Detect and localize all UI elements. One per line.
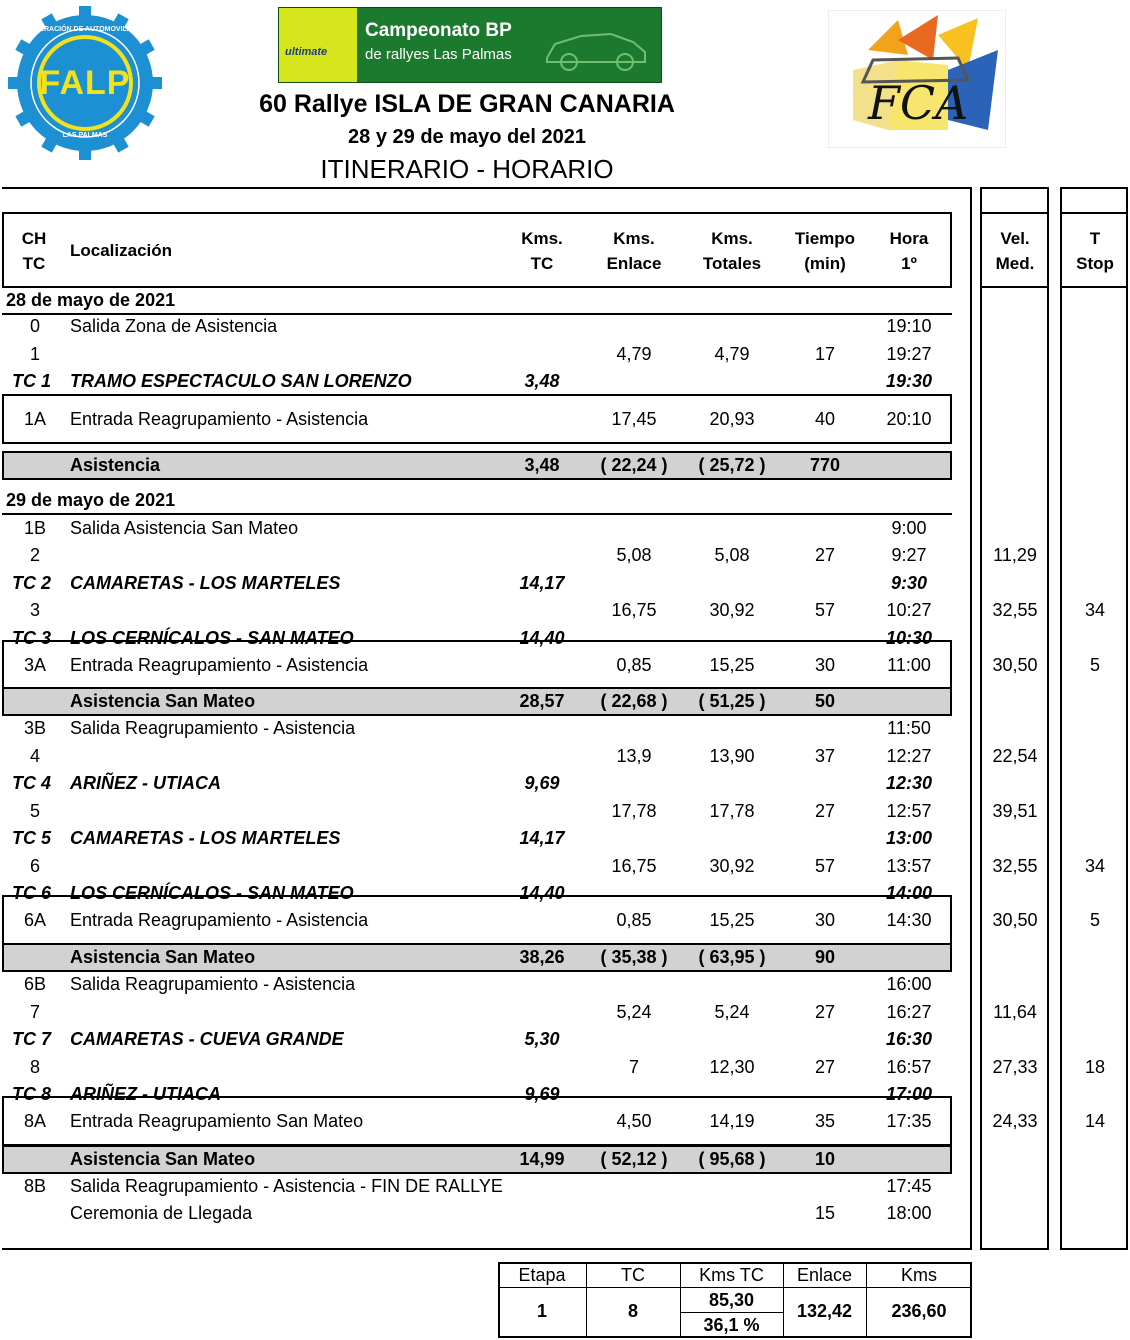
cell-loc: Asistencia [70,455,161,475]
cell-loc: ARIÑEZ - UTIACA [70,773,221,793]
cell-ho: 9:27 [891,545,927,565]
cell-kt: 14,40 [519,883,565,903]
itinerary-subtitle: ITINERARIO - HORARIO [320,154,614,184]
cell-loc: Salida Reagrupamiento - Asistencia [70,974,356,994]
cell-ke: 17,78 [611,801,657,821]
cell-ti: 35 [814,1111,836,1131]
cell-ke: 16,75 [611,600,657,620]
summary-tc: 8 [627,1301,638,1321]
falp-ring-bottom: LAS PALMAS [62,132,108,139]
cell-kto: ( 25,72 ) [698,455,766,475]
cell-loc: CAMARETAS - CUEVA GRANDE [70,1029,344,1049]
cell-ch: 3A [23,655,47,675]
cell-kt: 5,30 [524,1029,560,1049]
col-kms-totales: Kms. Totales [702,229,762,273]
itinerary-row [0,999,1130,1026]
cell-ch: TC 2 [12,573,52,593]
summary-kms-tc-pct: 36,1 % [703,1315,760,1335]
itinerary-row [0,341,1130,368]
bp-banner-line2: de rallyes Las Palmas [365,46,512,63]
cell-ch: 1B [23,518,47,538]
itinerary-row [0,798,1130,825]
date-row [0,287,1130,314]
cell-st: 18 [1084,1057,1106,1077]
col-vel-med: Vel. Med. [995,229,1035,273]
col-tiempo: Tiempo (min) [794,229,856,273]
cell-kt: 38,26 [519,947,565,967]
itinerary-row [0,1054,1130,1081]
top-rule [2,187,972,189]
cell-st: 5 [1089,655,1100,675]
cell-ti: 30 [814,655,836,675]
cell-ho: 19:27 [886,344,932,364]
cell-ke: 13,9 [616,746,652,766]
cell-ti: 770 [809,455,841,475]
summary-header-kms: Kms [901,1265,937,1285]
cell-ch: 29 de mayo de 2021 [6,490,176,510]
cell-ho: 11:50 [887,718,931,738]
cell-st: 34 [1084,856,1106,876]
summary-header-tc: TC [621,1265,645,1285]
cell-ve: 32,55 [992,856,1038,876]
cell-ti: 27 [814,1057,836,1077]
itinerary-row [0,907,1130,934]
stage-row [0,570,1130,597]
cell-ti: 50 [814,691,836,711]
cell-ho: 17:45 [886,1176,932,1196]
itinerary-row [0,597,1130,624]
itinerary-row [0,452,1130,479]
cell-loc: Entrada Reagrupamiento - Asistencia [70,409,369,429]
cell-kto: 15,25 [709,910,755,930]
rally-dates: 28 y 29 de mayo del 2021 [348,126,586,148]
stop-column-rule [1060,212,1128,214]
summary-kms-tc-rule [681,1312,783,1313]
cell-kto: 14,19 [709,1111,755,1131]
itinerary-row [0,542,1130,569]
cell-ho: 10:27 [886,600,932,620]
cell-loc: LOS CERNÍCALOS - SAN MATEO [70,883,354,903]
rally-car-icon [541,18,651,74]
cell-ke: 17,45 [611,409,657,429]
cell-ho: 19:10 [886,316,932,336]
cell-kto: 17,78 [709,801,755,821]
cell-loc: CAMARETAS - LOS MARTELES [70,828,341,848]
itinerary-row [0,652,1130,679]
cell-ti: 40 [814,409,836,429]
falp-ring-top: FEDERACIÓN DE AUTOMOVILISMO [25,26,145,33]
bp-banner-line1: Campeonato BP [365,20,512,41]
cell-ho: 12:27 [886,746,932,766]
cell-loc: Asistencia San Mateo [70,691,256,711]
cell-kto: ( 51,25 ) [698,691,766,711]
summary-header-enlace: Enlace [796,1265,853,1285]
cell-loc: Salida Zona de Asistencia [70,316,278,336]
col-localizacion: Localización [70,241,173,260]
cell-loc: ARIÑEZ - UTIACA [70,1084,221,1104]
cell-ke: 4,50 [616,1111,652,1131]
cell-ch: 28 de mayo de 2021 [6,290,176,310]
summary-header-rule [498,1287,972,1288]
cell-kt: 3,48 [524,371,560,391]
stage-row [0,770,1130,797]
cell-st: 34 [1084,600,1106,620]
cell-loc: Entrada Reagrupamiento San Mateo [70,1111,364,1131]
cell-ch: 8 [29,1057,40,1077]
cell-ho: 16:27 [886,1002,932,1022]
cell-ho: 16:30 [885,1029,933,1049]
col-ch-tc: CH TC [21,229,47,273]
cell-ve: 24,33 [992,1111,1038,1131]
bottom-rule [2,1248,972,1250]
cell-ch: TC 1 [12,371,52,391]
cell-ti: 30 [814,910,836,930]
cell-loc: Asistencia San Mateo [70,1149,256,1169]
itinerary-row [0,1200,1130,1227]
cell-kto: 30,92 [709,600,755,620]
cell-ti: 57 [814,856,836,876]
cell-ke: 0,85 [616,655,652,675]
cell-ke: 5,08 [616,545,652,565]
cell-ti: 27 [814,1002,836,1022]
rally-title: 60 Rallye ISLA DE GRAN CANARIA [259,90,675,118]
cell-ve: 32,55 [992,600,1038,620]
cell-ti: 37 [814,746,836,766]
cell-ho: 13:57 [886,856,932,876]
cell-ch: 6A [23,910,47,930]
cell-ch: 6B [23,974,47,994]
cell-ch: TC 7 [12,1029,52,1049]
cell-ch: 7 [29,1002,40,1022]
cell-kt: 14,99 [519,1149,565,1169]
cell-loc: Asistencia San Mateo [70,947,256,967]
itinerary-row [0,971,1130,998]
cell-ho: 11:00 [887,655,931,675]
cell-kt: 14,17 [519,573,565,593]
bp-banner-badge [279,8,357,82]
fca-logo-text: FCA [868,76,969,130]
cell-ho: 9:30 [890,573,928,593]
stage-row [0,368,1130,395]
stage-row [0,1026,1130,1053]
cell-ke: 5,24 [616,1002,652,1022]
cell-loc: TRAMO ESPECTACULO SAN LORENZO [70,371,412,391]
cell-ve: 11,64 [993,1002,1037,1022]
bp-banner [278,7,662,83]
cell-ti: 57 [814,600,836,620]
cell-ve: 11,29 [993,545,1037,565]
cell-ke: ( 22,24 ) [600,455,668,475]
cell-kto: ( 95,68 ) [698,1149,766,1169]
cell-loc: Salida Reagrupamiento - Asistencia - FIN DE RALLYE [70,1176,503,1196]
cell-ch: 3 [29,600,40,620]
cell-ch: 8A [23,1111,47,1131]
cell-ch: 4 [29,746,40,766]
cell-loc: Ceremonia de Llegada [70,1203,253,1223]
cell-kt: 3,48 [524,455,560,475]
cell-ho: 14:30 [886,910,932,930]
cell-loc: Entrada Reagrupamiento - Asistencia [70,655,369,675]
cell-ho: 14:00 [885,883,933,903]
itinerary-row [0,944,1130,971]
cell-ho: 20:10 [886,409,932,429]
cell-ke: ( 22,68 ) [600,691,668,711]
cell-kto: 15,25 [709,655,755,675]
itinerary-row [0,515,1130,542]
summary-enlace: 132,42 [796,1301,853,1321]
cell-st: 5 [1089,910,1100,930]
cell-kt: 9,69 [524,773,560,793]
cell-ti: 27 [814,801,836,821]
cell-ho: 12:57 [886,801,932,821]
cell-ti: 15 [814,1203,836,1223]
cell-ho: 19:30 [885,371,933,391]
summary-kms-tc: 85,30 [708,1290,755,1310]
cell-kto: 4,79 [714,344,750,364]
cell-ho: 10:30 [885,628,933,648]
cell-ke: 7 [628,1057,639,1077]
cell-ho: 16:00 [886,974,932,994]
cell-ch: 1A [23,409,47,429]
cell-kto: 5,08 [714,545,750,565]
cell-ch: TC 6 [12,883,52,903]
cell-loc: CAMARETAS - LOS MARTELES [70,573,341,593]
date-row [0,487,1130,514]
cell-loc: Salida Reagrupamiento - Asistencia [70,718,356,738]
cell-ve: 27,33 [992,1057,1038,1077]
stage-row [0,825,1130,852]
cell-ho: 16:57 [886,1057,932,1077]
cell-ve: 30,50 [992,655,1038,675]
cell-loc: Salida Asistencia San Mateo [70,518,299,538]
summary-header-etapa: Etapa [518,1265,566,1285]
itinerary-row [0,1108,1130,1135]
cell-ch: 2 [29,545,40,565]
col-hora: Hora 1º [889,229,929,273]
cell-kto: 13,90 [709,746,755,766]
cell-ch: TC 4 [12,773,52,793]
summary-etapa: 1 [536,1301,547,1321]
itinerary-row [0,1173,1130,1200]
cell-ho: 13:00 [885,828,933,848]
cell-st: 14 [1084,1111,1106,1131]
cell-kt: 28,57 [519,691,565,711]
cell-ho: 17:35 [886,1111,932,1131]
cell-ch: 0 [29,316,40,336]
col-kms-tc: Kms. TC [521,229,563,273]
falp-logo-text: FALP [39,64,131,102]
col-kms-enlace: Kms. Enlace [606,229,662,273]
itinerary-row [0,1146,1130,1173]
cell-ch: TC 5 [12,828,52,848]
cell-kto: ( 63,95 ) [698,947,766,967]
cell-loc: LOS CERNÍCALOS - SAN MATEO [70,628,354,648]
cell-kto: 5,24 [714,1002,750,1022]
cell-ve: 39,51 [992,801,1038,821]
cell-ve: 22,54 [992,746,1038,766]
itinerary-row [0,688,1130,715]
cell-ke: 0,85 [616,910,652,930]
cell-kt: 9,69 [524,1084,560,1104]
itinerary-row [0,853,1130,880]
cell-ch: TC 3 [12,628,52,648]
cell-ho: 12:30 [885,773,933,793]
cell-ke: ( 35,38 ) [600,947,668,967]
cell-ch: TC 8 [12,1084,52,1104]
cell-ti: 27 [814,545,836,565]
cell-ke: 16,75 [611,856,657,876]
cell-ke: 4,79 [616,344,652,364]
cell-ho: 9:00 [891,518,927,538]
cell-kt: 14,40 [519,628,565,648]
cell-loc: Entrada Reagrupamiento - Asistencia [70,910,369,930]
itinerary-row [0,743,1130,770]
cell-ch: 8B [23,1176,47,1196]
cell-kto: 30,92 [709,856,755,876]
cell-kto: 20,93 [709,409,755,429]
summary-kms: 236,60 [891,1301,947,1321]
cell-kto: 12,30 [709,1057,755,1077]
vel-column-rule [980,212,1049,214]
bp-brand: ultimate [285,46,328,58]
cell-ke: ( 52,12 ) [600,1149,668,1169]
cell-ti: 90 [814,947,836,967]
cell-ch: 6 [29,856,40,876]
itinerary-row [0,715,1130,742]
itinerary-row [0,313,1130,340]
col-t-stop: T Stop [1076,229,1114,273]
cell-ti: 10 [814,1149,836,1169]
cell-ho: 17:00 [885,1084,933,1104]
cell-ve: 30,50 [992,910,1038,930]
cell-kt: 14,17 [519,828,565,848]
itinerary-row [0,406,1130,433]
cell-ch: 1 [29,344,40,364]
cell-ch: 3B [23,718,47,738]
cell-ho: 18:00 [886,1203,932,1223]
summary-header-kms-tc: Kms TC [699,1265,764,1285]
cell-ch: 5 [29,801,40,821]
cell-ti: 17 [814,344,836,364]
